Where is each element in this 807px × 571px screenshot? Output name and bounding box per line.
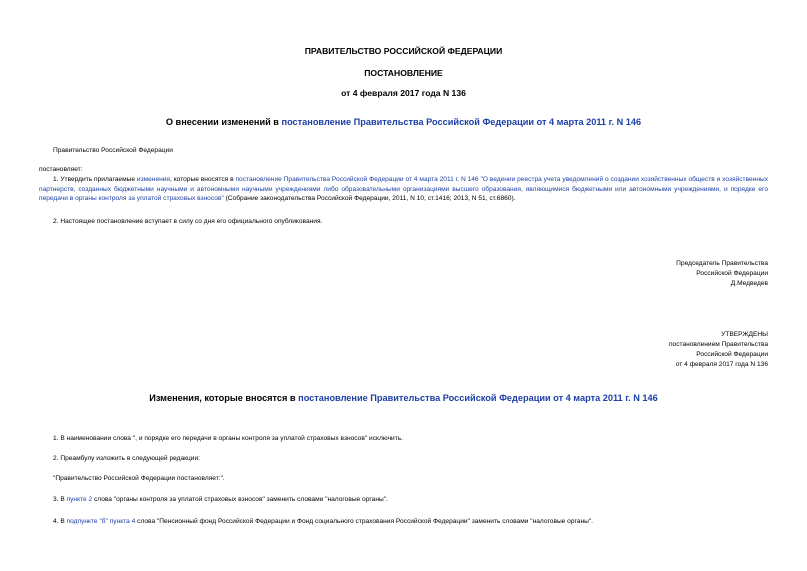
p1-mid: , которые вносятся в	[170, 176, 236, 183]
approved-line-1: УТВЕРЖДЕНЫ	[721, 331, 768, 338]
changes-title-link[interactable]: постановление Правительства Российской Федерации от 4 марта 2011 г. N 146	[298, 393, 658, 403]
change-2-quote: "Правительство Российской Федерации постановляет:".	[53, 475, 225, 482]
signature-line-1: Председатель Правительства	[676, 260, 768, 267]
title-prefix: О внесении изменений в	[165, 117, 282, 127]
p1-prefix: 1. Утвердить прилагаемые	[53, 176, 137, 183]
doc-type-heading: ПОСТАНОВЛЕНИЕ	[364, 68, 443, 78]
c3-link-point-2[interactable]: пункте 2	[66, 496, 93, 503]
signature-line-2: Российской Федерации	[696, 270, 768, 277]
change-4	[53, 517, 593, 527]
c3-prefix: 3. В	[53, 496, 67, 503]
approved-line-3: Российской Федерации	[696, 351, 768, 358]
doc-date: от 4 февраля 2017 года N 136	[341, 88, 466, 98]
changes-title-prefix: Изменения, которые вносятся в	[149, 393, 299, 403]
paragraph-2: 2. Настоящее постановление вступает в силу со дня его официального опубликования.	[53, 218, 323, 225]
title-link[interactable]: постановление Правительства Российской Федерации от 4 марта 2011 г. N 146	[281, 117, 642, 127]
c4-link-subpoint-b[interactable]: подпункте "б"	[66, 518, 108, 525]
government-line: Правительство Российской Федерации	[53, 147, 173, 154]
document-title	[0, 117, 807, 127]
c3-suffix: слова "органы контроля за уплатой страховых взносов" заменить словами "налоговые органы".	[92, 496, 388, 503]
resolves-line: постановляет:	[39, 166, 83, 173]
approved-line-2: постановлением Правительства	[668, 341, 768, 348]
changes-title	[0, 393, 807, 403]
approved-line-4: от 4 февраля 2017 года N 136	[675, 361, 768, 368]
c4-link-point-4[interactable]: пункта 4	[109, 518, 136, 525]
paragraph-1	[39, 175, 768, 204]
p1-link-changes[interactable]: изменения	[136, 176, 171, 183]
p1-link-resolution[interactable]: постановление Правительства Российской Федерации от 4 марта 2011 г. N 146 "О ведении реестра учета уведомлений о создании хозяйственных обществ и хозяйственных партнерств, созданных бюджетными научными и автономными научными учреждениями либо образовательными организациями высшего образования, являющимися бюджетными или автономными учреждениями, и порядке его передачи в органы контроля за уплатой страховых взносов"	[39, 176, 768, 203]
c4-prefix: 4. В	[53, 518, 67, 525]
c4-suffix: слова "Пенсионный фонд Российской Федерации и Фонд социального страхования Российской Федерации" заменить словами "налоговые органы".	[135, 518, 593, 525]
signature-name: Д.Медведев	[730, 280, 768, 287]
change-3	[53, 495, 388, 505]
change-1: 1. В наименовании слова ", и порядке его передачи в органы контроля за уплатой страховых взносов" исключить.	[53, 435, 404, 442]
government-heading: ПРАВИТЕЛЬСТВО РОССИЙСКОЙ ФЕДЕРАЦИИ	[304, 46, 503, 56]
p1-suffix: (Собрание законодательства Российской Федерации, 2011, N 10, ст.1416; 2013, N 51, ст.6860).	[223, 195, 516, 203]
change-2: 2. Преамбулу изложить в следующей редакции:	[53, 455, 201, 462]
